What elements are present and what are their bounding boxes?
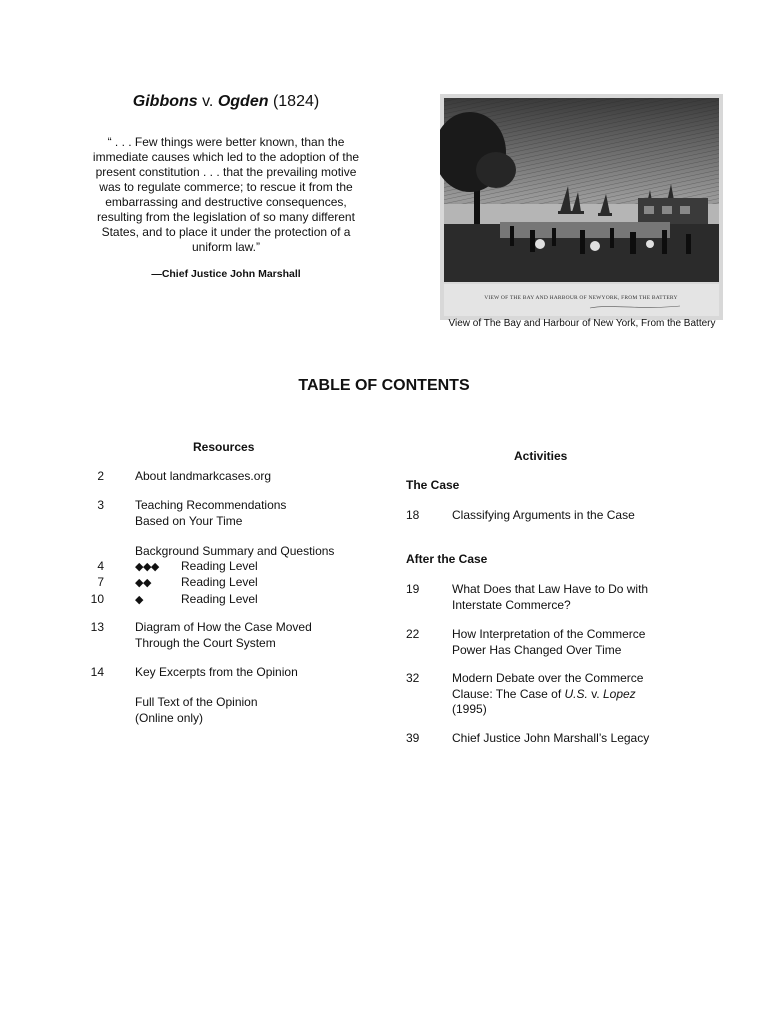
toc-entry-line: Modern Debate over the Commerce [452,671,644,685]
toc-entry-text: Clause: The Case of [452,686,565,701]
toc-entry-text: v. [587,686,603,701]
toc-entry-about[interactable]: About landmarkcases.org [135,469,272,483]
case-year: (1824) [268,93,320,110]
case-title [96,93,356,111]
toc-entry-background[interactable]: Background Summary and Questions [135,544,335,558]
reading-level-diamonds: ◆ [135,594,143,606]
page-number: 14 [90,665,104,679]
page-number: 39 [406,731,420,745]
marshall-quote: “ . . . Few things were better known, than the immediate causes which led to the adoption of the present constitution . . . that the prevailing motive was to regulate commerce; to rescue it from the embarrassing and destructive consequences, resulting from the legislation of so many different States, and to place it under the protection of a uniform law.” [92,135,360,254]
toc-entry-line: Full Text of the Opinion [135,695,258,709]
toc-entry-line: Diagram of How the Case Moved [135,620,312,634]
activities-heading: Activities [514,449,568,463]
resources-heading: Resources [193,440,255,454]
toc-entry-interstate[interactable] [452,582,648,613]
toc-entry-line: Through the Court System [135,635,276,650]
toc-entry-modern-debate[interactable] [452,671,643,718]
toc-entry-line: How Interpretation of the Commerce [452,627,646,641]
toc-entry-line [452,687,643,703]
page-number: 2 [97,469,104,483]
page-number: 4 [97,559,104,573]
the-case-heading: The Case [406,478,460,492]
toc-entry-teaching[interactable] [135,498,286,529]
toc-entry-classifying[interactable]: Classifying Arguments in the Case [452,508,635,522]
toc-entry-reading-level[interactable]: Reading Level [181,559,258,573]
toc-entry-reading-level[interactable]: Reading Level [181,575,258,589]
toc-entry-reading-level[interactable]: Reading Level [181,592,258,606]
page-number: 19 [406,582,420,596]
case-name-2: Ogden [217,93,269,110]
after-the-case-heading: After the Case [406,552,488,566]
page-number: 22 [406,627,420,641]
page-number: 7 [97,575,104,589]
case-v: v. [197,93,218,110]
toc-entry-diagram[interactable] [135,620,312,651]
page-number: 3 [97,498,104,512]
toc-entry-line: (Online only) [135,710,204,725]
harbour-engraving [440,94,723,320]
case-name-lopez: Lopez [602,686,636,701]
case-name-1: Gibbons [132,93,198,110]
toc-title: TABLE OF CONTENTS [298,377,470,394]
engraving-inscription: VIEW OF THE BAY AND HARBOUR OF NEWYORK, FROM THE BATTERY [484,295,678,301]
toc-entry-line: Interstate Commerce? [452,597,571,612]
reading-level-diamonds: ◆◆◆ [135,561,159,573]
toc-entry-line: Teaching Recommendations [135,498,287,512]
toc-entry-line: Power Has Changed Over Time [452,642,622,657]
quote-attribution: —Chief Justice John Marshall [151,268,301,280]
page-number: 32 [406,671,420,685]
toc-entry-line: What Does that Law Have to Do with [452,582,649,596]
page-number: 18 [406,508,420,522]
page-number: 10 [90,592,104,606]
case-name-us: U.S. [564,686,588,701]
page-number: 13 [90,620,104,634]
toc-entry-key-excerpts[interactable]: Key Excerpts from the Opinion [135,665,298,679]
toc-entry-interpretation[interactable] [452,627,645,658]
image-caption: View of The Bay and Harbour of New York, From the Battery [448,318,716,329]
toc-entry-legacy[interactable]: Chief Justice John Marshall’s Legacy [452,731,650,745]
toc-entry-line: Based on Your Time [135,513,243,528]
toc-entry-full-text[interactable] [135,695,258,726]
toc-entry-line: (1995) [452,702,487,716]
reading-level-diamonds: ◆◆ [135,577,151,589]
